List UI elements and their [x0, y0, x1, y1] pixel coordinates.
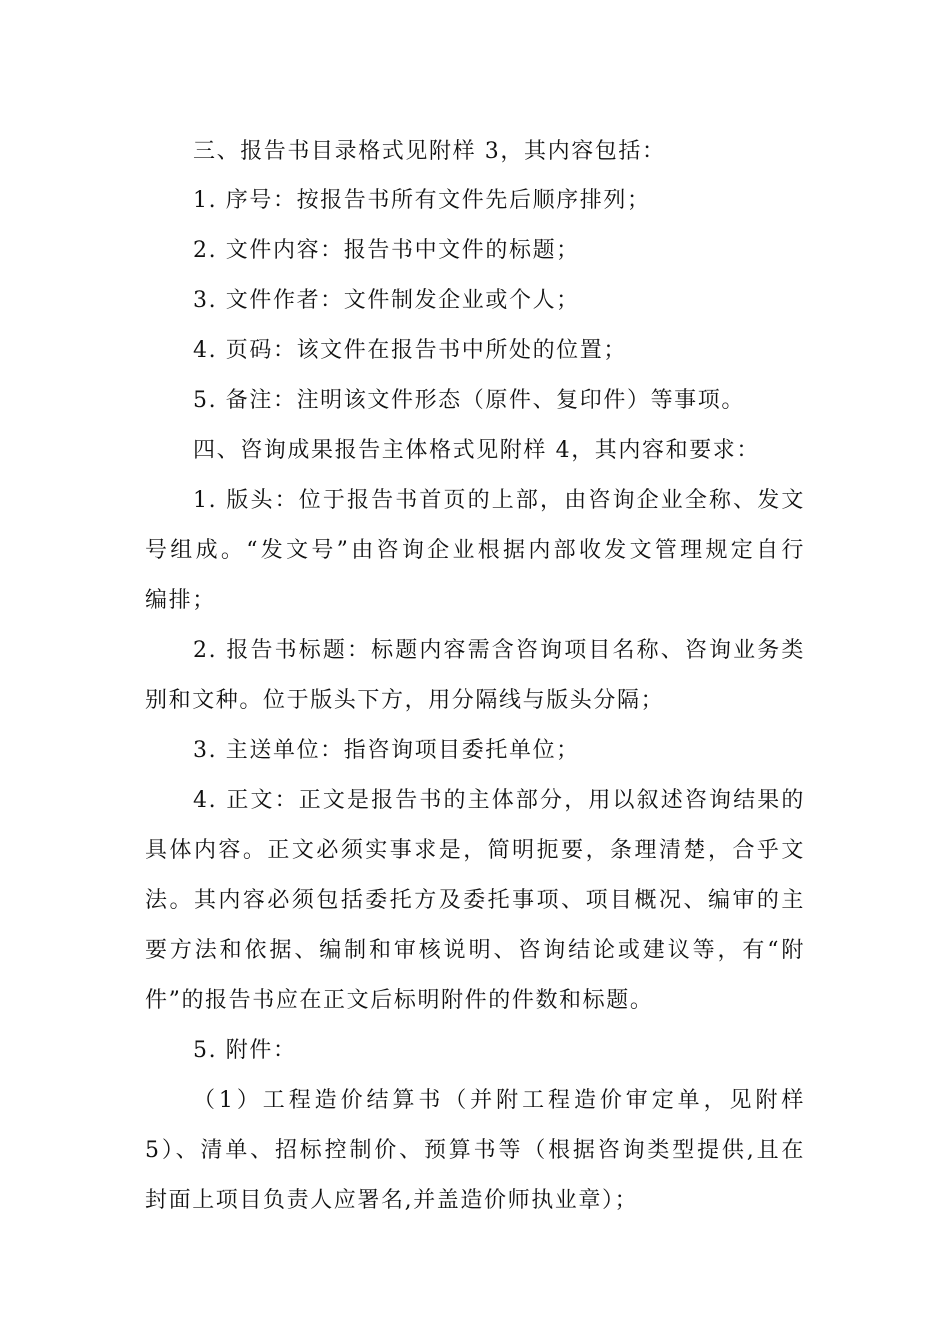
paragraph-line: 4. 正文：正文是报告书的主体部分，用以叙述咨询结果的	[193, 788, 805, 813]
list-item: 1. 序号：按报告书所有文件先后顺序排列；	[193, 188, 651, 213]
paragraph-line: 编排；	[145, 588, 216, 613]
paragraph-line: （1）工程造价结算书（并附工程造价审定单，见附样	[193, 1088, 805, 1113]
paragraph-line: 法。其内容必须包括委托方及委托事项、项目概况、编审的主	[145, 888, 805, 913]
paragraph-line: 件”的报告书应在正文后标明附件的件数和标题。	[145, 988, 654, 1013]
paragraph-line: 封面上项目负责人应署名,并盖造价师执业章）；	[145, 1188, 639, 1213]
list-item: 3. 文件作者：文件制发企业或个人；	[193, 288, 580, 313]
paragraph-line: 别和文种。位于版头下方，用分隔线与版头分隔；	[145, 688, 665, 713]
paragraph-line: 2. 报告书标题：标题内容需含咨询项目名称、咨询业务类	[193, 638, 805, 663]
paragraph-line: 具体内容。正文必须实事求是，简明扼要，条理清楚，合乎文	[145, 838, 805, 863]
paragraph-line: 号组成。“发文号”由咨询企业根据内部收发文管理规定自行	[145, 538, 805, 563]
list-item: 5. 附件：	[193, 1038, 297, 1063]
paragraph-line: 3. 主送单位：指咨询项目委托单位；	[193, 738, 580, 763]
list-item: 4. 页码：该文件在报告书中所处的位置；	[193, 338, 627, 363]
section-heading-3: 三、报告书目录格式见附样 3，其内容包括：	[193, 139, 666, 164]
section-heading-4: 四、咨询成果报告主体格式见附样 4，其内容和要求：	[193, 438, 760, 463]
list-item: 5. 备注：注明该文件形态（原件、复印件）等事项。	[193, 388, 745, 413]
paragraph-line: 1. 版头：位于报告书首页的上部，由咨询企业全称、发文	[193, 488, 805, 513]
paragraph-line: 5）、清单、招标控制价、预算书等（根据咨询类型提供,且在	[145, 1138, 805, 1163]
paragraph-line: 要方法和依据、编制和审核说明、咨询结论或建议等，有“附	[145, 938, 805, 963]
list-item: 2. 文件内容：报告书中文件的标题；	[193, 238, 580, 263]
